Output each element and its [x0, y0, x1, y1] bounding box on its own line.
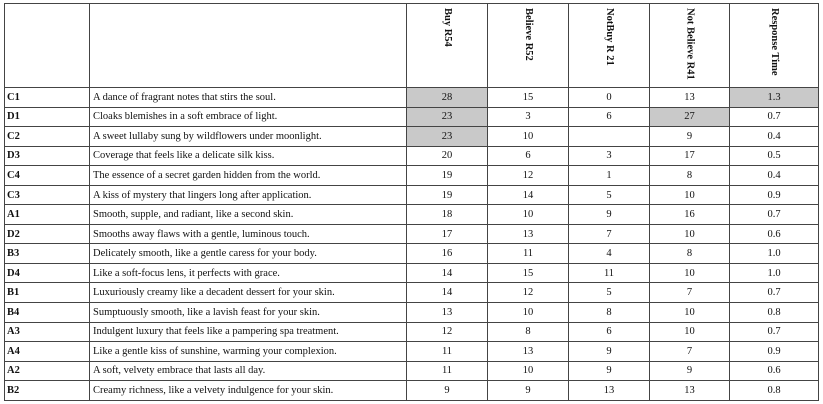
header-believe: Believe R52	[488, 4, 569, 88]
header-buy: Buy R54	[407, 4, 488, 88]
row-code: A2	[5, 361, 90, 381]
header-response-time: Response Time	[730, 4, 819, 88]
response-time-cell: 0.4	[730, 166, 819, 186]
notbelieve-cell: 7	[650, 283, 730, 303]
response-time-cell: 0.4	[730, 127, 819, 147]
notbelieve-cell: 10	[650, 224, 730, 244]
table-row	[5, 244, 819, 264]
header-code-cell	[5, 4, 90, 88]
notbuy-cell: 9	[569, 361, 650, 381]
row-description: A sweet lullaby sung by wildflowers under moonlight.	[90, 127, 407, 147]
believe-cell: 10	[488, 361, 569, 381]
response-time-cell: 0.7	[730, 205, 819, 225]
table-row	[5, 205, 819, 225]
row-description: Smooths away flaws with a gentle, luminous touch.	[90, 224, 407, 244]
notbelieve-cell: 9	[650, 127, 730, 147]
notbelieve-cell: 9	[650, 361, 730, 381]
row-description: Creamy richness, like a velvety indulgence for your skin.	[90, 381, 407, 401]
buy-cell: 9	[407, 381, 488, 401]
believe-cell: 13	[488, 342, 569, 362]
notbuy-cell: 6	[569, 107, 650, 127]
table-row	[5, 166, 819, 186]
buy-cell: 17	[407, 224, 488, 244]
believe-cell: 12	[488, 166, 569, 186]
buy-cell: 28	[407, 88, 488, 108]
row-code: D2	[5, 224, 90, 244]
notbuy-cell: 1	[569, 166, 650, 186]
row-code: D3	[5, 146, 90, 166]
table-row	[5, 283, 819, 303]
table-row	[5, 185, 819, 205]
notbelieve-cell: 10	[650, 322, 730, 342]
response-time-cell: 0.7	[730, 322, 819, 342]
row-description: Indulgent luxury that feels like a pampering spa treatment.	[90, 322, 407, 342]
response-time-cell: 0.6	[730, 361, 819, 381]
believe-cell: 6	[488, 146, 569, 166]
believe-cell: 10	[488, 303, 569, 323]
row-code: B3	[5, 244, 90, 264]
table-row	[5, 146, 819, 166]
table-row	[5, 263, 819, 283]
row-code: B4	[5, 303, 90, 323]
believe-cell: 15	[488, 263, 569, 283]
notbuy-cell: 9	[569, 342, 650, 362]
header-description-cell	[90, 4, 407, 88]
response-time-cell: 0.9	[730, 342, 819, 362]
row-description: Cloaks blemishes in a soft embrace of light.	[90, 107, 407, 127]
notbuy-cell: 5	[569, 283, 650, 303]
row-description: Like a soft-focus lens, it perfects with grace.	[90, 263, 407, 283]
row-description: A dance of fragrant notes that stirs the soul.	[90, 88, 407, 108]
notbuy-cell: 11	[569, 263, 650, 283]
believe-cell: 8	[488, 322, 569, 342]
buy-cell: 14	[407, 263, 488, 283]
row-code: B1	[5, 283, 90, 303]
notbelieve-cell: 13	[650, 381, 730, 401]
header-notbuy: NotBuy R 21	[569, 4, 650, 88]
response-time-cell: 1.0	[730, 244, 819, 264]
row-description: Luxuriously creamy like a decadent dessert for your skin.	[90, 283, 407, 303]
notbelieve-cell: 17	[650, 146, 730, 166]
row-description: Coverage that feels like a delicate silk kiss.	[90, 146, 407, 166]
row-description: Like a gentle kiss of sunshine, warming your complexion.	[90, 342, 407, 362]
notbelieve-cell: 7	[650, 342, 730, 362]
response-time-cell: 0.7	[730, 107, 819, 127]
response-time-cell: 0.5	[730, 146, 819, 166]
row-code: C3	[5, 185, 90, 205]
notbuy-cell: 3	[569, 146, 650, 166]
notbuy-cell: 0	[569, 88, 650, 108]
buy-cell: 19	[407, 185, 488, 205]
notbuy-cell	[569, 127, 650, 147]
row-description: The essence of a secret garden hidden from the world.	[90, 166, 407, 186]
table-row	[5, 107, 819, 127]
row-description: A soft, velvety embrace that lasts all day.	[90, 361, 407, 381]
notbuy-cell: 5	[569, 185, 650, 205]
row-code: A1	[5, 205, 90, 225]
row-description: Sumptuously smooth, like a lavish feast for your skin.	[90, 303, 407, 323]
response-time-cell: 0.6	[730, 224, 819, 244]
notbelieve-cell: 27	[650, 107, 730, 127]
response-time-cell: 0.9	[730, 185, 819, 205]
row-code: D1	[5, 107, 90, 127]
notbelieve-cell: 10	[650, 185, 730, 205]
table-row	[5, 303, 819, 323]
buy-cell: 12	[407, 322, 488, 342]
header-notbelieve: Not Believe R41	[650, 4, 730, 88]
buy-cell: 23	[407, 127, 488, 147]
believe-cell: 15	[488, 88, 569, 108]
buy-cell: 16	[407, 244, 488, 264]
believe-cell: 10	[488, 205, 569, 225]
buy-cell: 11	[407, 361, 488, 381]
notbelieve-cell: 8	[650, 166, 730, 186]
buy-cell: 18	[407, 205, 488, 225]
notbelieve-cell: 13	[650, 88, 730, 108]
table-row	[5, 342, 819, 362]
results-table	[4, 3, 819, 401]
row-code: D4	[5, 263, 90, 283]
buy-cell: 11	[407, 342, 488, 362]
notbuy-cell: 9	[569, 205, 650, 225]
row-description: Delicately smooth, like a gentle caress for your body.	[90, 244, 407, 264]
notbuy-cell: 6	[569, 322, 650, 342]
table-body	[5, 88, 819, 401]
response-time-cell: 1.0	[730, 263, 819, 283]
believe-cell: 11	[488, 244, 569, 264]
believe-cell: 14	[488, 185, 569, 205]
notbelieve-cell: 10	[650, 263, 730, 283]
response-time-cell: 1.3	[730, 88, 819, 108]
notbuy-cell: 8	[569, 303, 650, 323]
buy-cell: 13	[407, 303, 488, 323]
believe-cell: 12	[488, 283, 569, 303]
response-time-cell: 0.8	[730, 381, 819, 401]
row-code: C4	[5, 166, 90, 186]
notbuy-cell: 13	[569, 381, 650, 401]
row-code: C1	[5, 88, 90, 108]
buy-cell: 23	[407, 107, 488, 127]
buy-cell: 14	[407, 283, 488, 303]
notbuy-cell: 7	[569, 224, 650, 244]
table-row	[5, 361, 819, 381]
row-code: C2	[5, 127, 90, 147]
response-time-cell: 0.7	[730, 283, 819, 303]
row-description: Smooth, supple, and radiant, like a second skin.	[90, 205, 407, 225]
row-code: A4	[5, 342, 90, 362]
table-row	[5, 88, 819, 108]
response-time-cell: 0.8	[730, 303, 819, 323]
believe-cell: 9	[488, 381, 569, 401]
row-description: A kiss of mystery that lingers long after application.	[90, 185, 407, 205]
notbelieve-cell: 16	[650, 205, 730, 225]
notbuy-cell: 4	[569, 244, 650, 264]
buy-cell: 19	[407, 166, 488, 186]
table-row	[5, 381, 819, 401]
row-code: A3	[5, 322, 90, 342]
header-row	[5, 4, 819, 88]
notbelieve-cell: 8	[650, 244, 730, 264]
table-row	[5, 224, 819, 244]
row-code: B2	[5, 381, 90, 401]
believe-cell: 13	[488, 224, 569, 244]
buy-cell: 20	[407, 146, 488, 166]
table-row	[5, 127, 819, 147]
believe-cell: 3	[488, 107, 569, 127]
table-row	[5, 322, 819, 342]
believe-cell: 10	[488, 127, 569, 147]
notbelieve-cell: 10	[650, 303, 730, 323]
